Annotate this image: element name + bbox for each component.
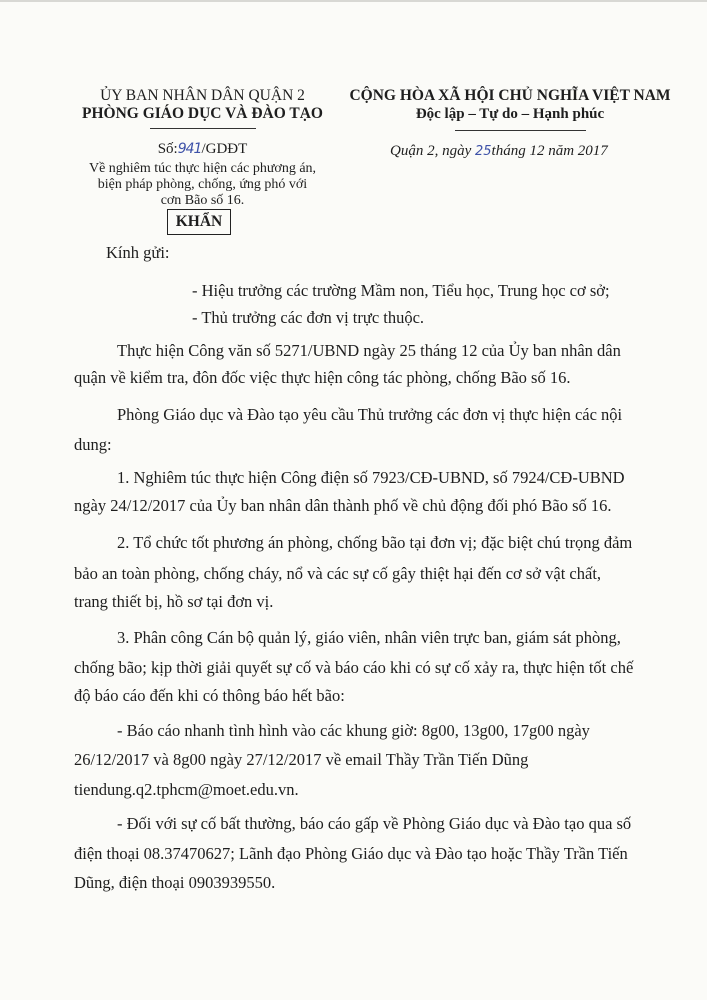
paragraph-5-line-2: chống bão; kịp thời giải quyết sự cố và báo cáo khi có sự cố xảy ra, thực hiện tốt chế — [74, 658, 634, 677]
nation-underline — [455, 130, 586, 131]
subject-line-2: biện pháp phòng, chống, ứng phó với — [97, 177, 308, 192]
paragraph-1-line-1: Thực hiện Công văn số 5271/UBND ngày 25 tháng 12 của Ủy ban nhân dân — [117, 341, 621, 360]
paragraph-7-line-1: - Đối với sự cố bất thường, báo cáo gấp về Phòng Giáo dục và Đào tạo qua số — [117, 814, 632, 833]
subject-line-1: Về nghiêm túc thực hiện các phương án, — [88, 161, 317, 176]
paragraph-1-line-2: quận về kiểm tra, đôn đốc việc thực hiện công tác phòng, chống Bão số 16. — [74, 368, 571, 387]
doc-number-suffix: /GDĐT — [201, 141, 248, 157]
recipient-2: - Thủ trưởng các đơn vị trực thuộc. — [192, 308, 425, 327]
date-handwritten-day: 25 — [475, 144, 492, 159]
document-number — [60, 141, 345, 158]
agency-line-2: PHÒNG GIÁO DỤC VÀ ĐÀO TẠO — [82, 105, 323, 122]
date-before: Quận 2, ngày — [390, 143, 475, 159]
doc-number-handwritten: 941 — [177, 141, 202, 157]
paragraph-5-line-1: 3. Phân công Cán bộ quản lý, giáo viên, nhân viên trực ban, giám sát phòng, — [117, 628, 621, 647]
paragraph-7-line-3: Dũng, điện thoại 0903939550. — [74, 873, 276, 892]
paragraph-4-line-3: trang thiết bị, hồ sơ tại đơn vị. — [74, 592, 274, 611]
recipient-1: - Hiệu trưởng các trường Mầm non, Tiểu học, Trung học cơ sở; — [192, 281, 610, 300]
doc-number-prefix: Số: — [157, 141, 178, 157]
paragraph-3-line-1: 1. Nghiêm túc thực hiện Công điện số 7923/CĐ-UBND, số 7924/CĐ-UBND — [117, 468, 625, 487]
paragraph-2-line-2: dung: — [74, 435, 112, 454]
salutation: Kính gửi: — [106, 243, 170, 262]
paragraph-3-line-2: ngày 24/12/2017 của Ủy ban nhân dân thành phố về chủ động đối phó Bão số 16. — [74, 496, 612, 515]
paragraph-6-line-2: 26/12/2017 và 8g00 ngày 27/12/2017 về email Thầy Trần Tiến Dũng — [74, 750, 529, 769]
urgent-label-box: KHẨN — [167, 209, 231, 235]
date-after: tháng 12 năm 2017 — [491, 143, 608, 159]
paragraph-4-line-2: bảo an toàn phòng, chống cháy, nổ và các sự cố gây thiệt hại đến cơ sở vật chất, — [74, 564, 602, 583]
paragraph-2-line-1: Phòng Giáo dục và Đào tạo yêu cầu Thủ trưởng các đơn vị thực hiện các nội — [117, 405, 623, 424]
agency-line-1: ỦY BAN NHÂN DÂN QUẬN 2 — [100, 87, 305, 104]
paragraph-6-line-3: tiendung.q2.tphcm@moet.edu.vn. — [74, 780, 299, 799]
paragraph-5-line-3: độ báo cáo đến khi có thông báo hết bão: — [74, 686, 345, 705]
paragraph-6-line-1: - Báo cáo nhanh tình hình vào các khung giờ: 8g00, 13g00, 17g00 ngày — [117, 721, 590, 740]
subject-line-3: cơn Bão số 16. — [160, 193, 245, 208]
paragraph-7-line-2: điện thoại 08.37470627; Lãnh đạo Phòng Giáo dục và Đào tạo hoặc Thầy Trần Tiến — [74, 844, 628, 863]
nation-line-1: CỘNG HÒA XÃ HỘI CHỦ NGHĨA VIỆT NAM — [349, 87, 671, 104]
issue-date — [390, 143, 608, 160]
nation-line-2: Độc lập – Tự do – Hạnh phúc — [415, 106, 605, 122]
paragraph-4-line-1: 2. Tổ chức tốt phương án phòng, chống bão tại đơn vị; đặc biệt chú trọng đảm — [117, 533, 633, 552]
page-top-edge — [0, 0, 707, 2]
agency-underline — [150, 128, 256, 129]
